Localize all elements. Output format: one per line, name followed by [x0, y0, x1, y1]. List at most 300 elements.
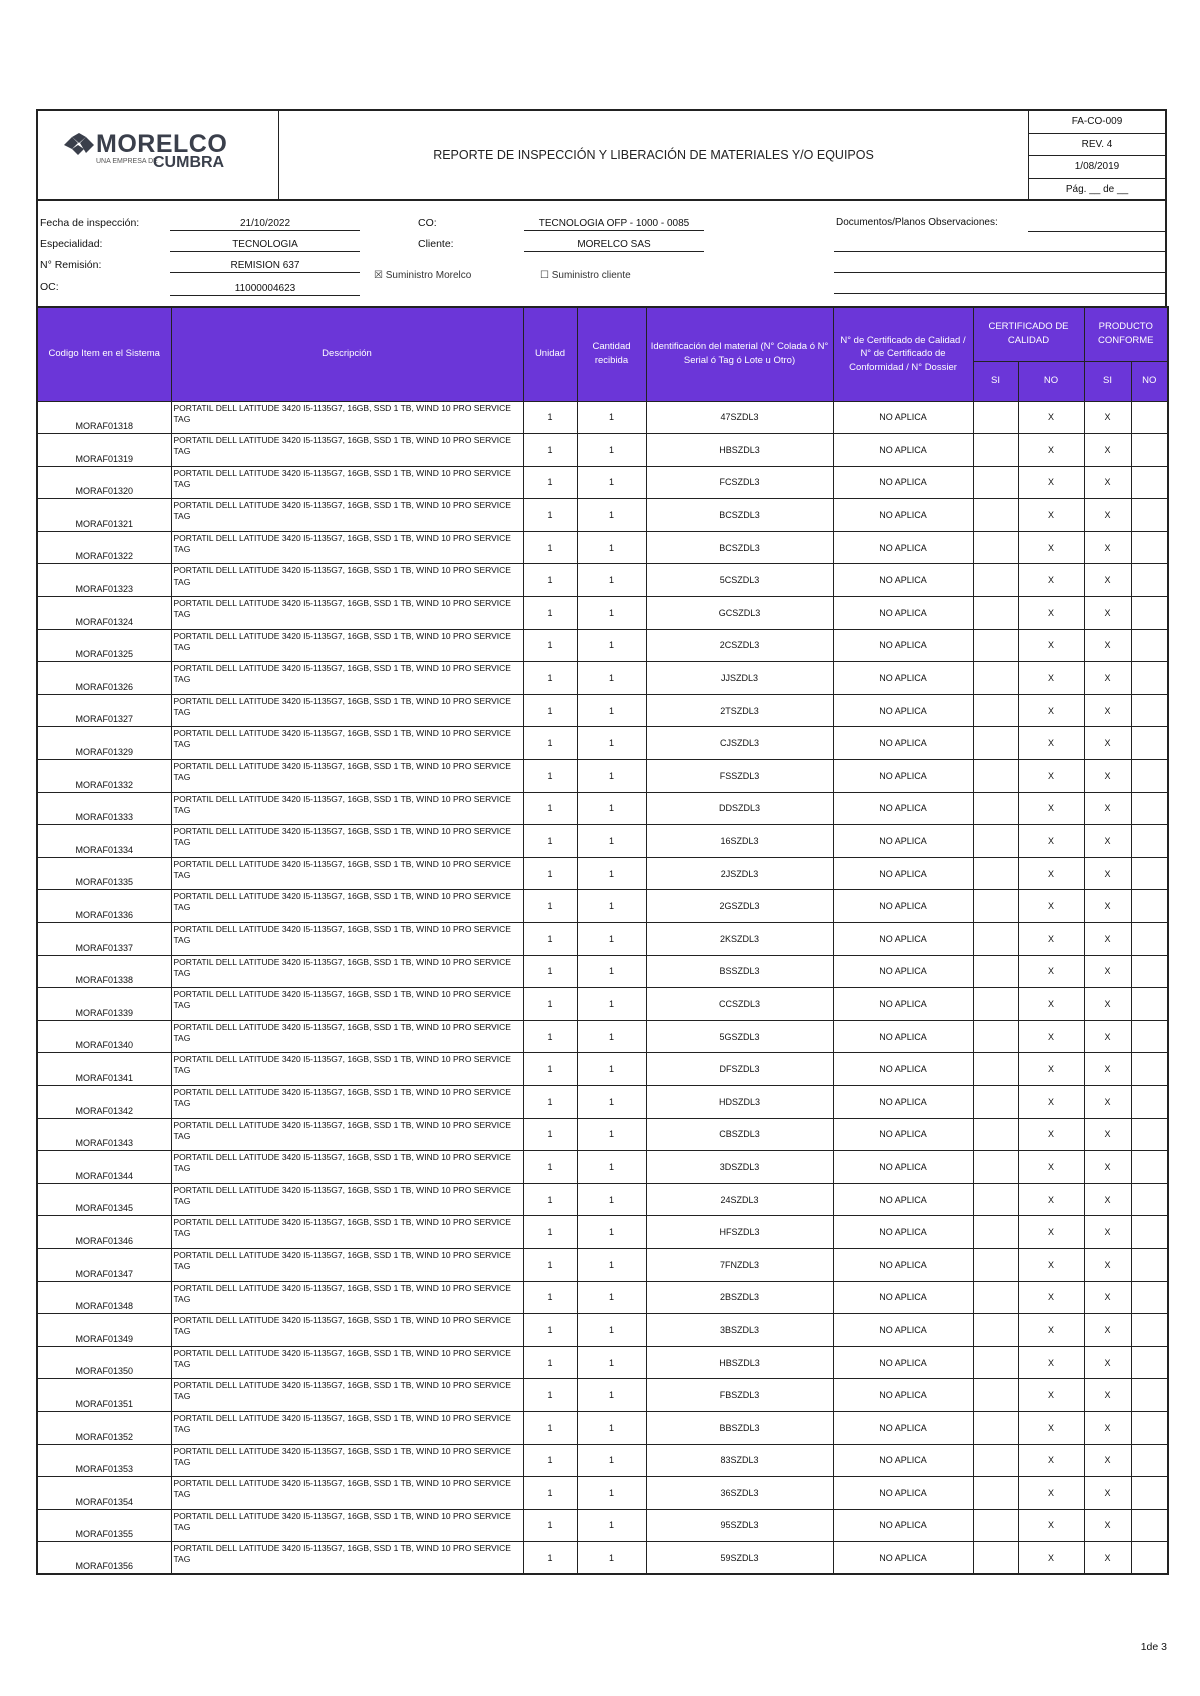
table-row: [37, 1281, 1168, 1314]
prod-si-cell: X: [1084, 1444, 1131, 1477]
item-description: PORTATIL DELL LATITUDE 3420 I5-1135G7, 16GB, SSD 1 TB, WIND 10 PRO SERVICE TAG: [171, 1216, 523, 1249]
header-cert-no: NO: [1018, 361, 1084, 401]
cert-no-cell: X: [1018, 988, 1084, 1021]
prod-si-cell: X: [1084, 1314, 1131, 1347]
cert-no-cell: X: [1018, 1477, 1084, 1510]
documentos-line: [1028, 231, 1165, 232]
prod-no-cell: [1131, 1183, 1168, 1216]
cert-si-cell: [973, 531, 1018, 564]
item-code: MORAF01353: [37, 1444, 171, 1477]
item-cantidad: 1: [577, 1183, 646, 1216]
item-unidad: 1: [523, 1248, 577, 1281]
prod-no-cell: [1131, 629, 1168, 662]
item-serial: HBSZDL3: [646, 1346, 833, 1379]
item-serial: CCSZDL3: [646, 988, 833, 1021]
prod-si-cell: X: [1084, 955, 1131, 988]
cert-no-cell: X: [1018, 1379, 1084, 1412]
item-serial: 2CSZDL3: [646, 629, 833, 662]
table-row: [37, 1020, 1168, 1053]
item-cantidad: 1: [577, 1379, 646, 1412]
item-code: MORAF01342: [37, 1085, 171, 1118]
item-certificado: NO APLICA: [833, 988, 973, 1021]
item-code: MORAF01329: [37, 727, 171, 760]
item-description: PORTATIL DELL LATITUDE 3420 I5-1135G7, 16GB, SSD 1 TB, WIND 10 PRO SERVICE TAG: [171, 629, 523, 662]
item-certificado: NO APLICA: [833, 727, 973, 760]
header-cantidad: Cantidad recibida: [577, 307, 646, 401]
table-row: [37, 955, 1168, 988]
item-certificado: NO APLICA: [833, 1248, 973, 1281]
table-row: [37, 1509, 1168, 1542]
prod-no-cell: [1131, 955, 1168, 988]
table-row: [37, 662, 1168, 695]
item-description: PORTATIL DELL LATITUDE 3420 I5-1135G7, 16GB, SSD 1 TB, WIND 10 PRO SERVICE TAG: [171, 1053, 523, 1086]
item-cantidad: 1: [577, 1020, 646, 1053]
remision-label: N° Remisión:: [40, 259, 102, 271]
cert-no-cell: X: [1018, 499, 1084, 532]
prod-si-cell: X: [1084, 434, 1131, 467]
cert-no-cell: X: [1018, 825, 1084, 858]
item-code: MORAF01323: [37, 564, 171, 597]
cert-no-cell: X: [1018, 1085, 1084, 1118]
cert-si-cell: [973, 1346, 1018, 1379]
item-code: MORAF01343: [37, 1118, 171, 1151]
fecha-value: 21/10/2022: [170, 217, 360, 231]
header-descripcion: Descripción: [171, 307, 523, 401]
item-description: PORTATIL DELL LATITUDE 3420 I5-1135G7, 16GB, SSD 1 TB, WIND 10 PRO SERVICE TAG: [171, 923, 523, 956]
prod-no-cell: [1131, 1346, 1168, 1379]
item-cantidad: 1: [577, 499, 646, 532]
item-certificado: NO APLICA: [833, 1346, 973, 1379]
doc-revision: REV. 4: [1029, 134, 1165, 157]
item-serial: HBSZDL3: [646, 434, 833, 467]
item-cantidad: 1: [577, 1151, 646, 1184]
cert-si-cell: [973, 466, 1018, 499]
item-code: MORAF01336: [37, 890, 171, 923]
prod-si-cell: X: [1084, 629, 1131, 662]
item-code: MORAF01338: [37, 955, 171, 988]
item-description: PORTATIL DELL LATITUDE 3420 I5-1135G7, 16GB, SSD 1 TB, WIND 10 PRO SERVICE TAG: [171, 434, 523, 467]
item-unidad: 1: [523, 597, 577, 630]
brand-sub: UNA EMPRESA DE: [96, 158, 158, 165]
prod-si-cell: X: [1084, 1085, 1131, 1118]
header-identificacion: Identificación del material (N° Colada ó N° Serial ó Tag ó Lote u Otro): [646, 307, 833, 401]
item-description: PORTATIL DELL LATITUDE 3420 I5-1135G7, 16GB, SSD 1 TB, WIND 10 PRO SERVICE TAG: [171, 760, 523, 793]
cert-si-cell: [973, 401, 1018, 434]
doc-code: FA-CO-009: [1029, 111, 1165, 134]
cert-no-cell: X: [1018, 857, 1084, 890]
item-serial: DFSZDL3: [646, 1053, 833, 1086]
item-unidad: 1: [523, 825, 577, 858]
prod-no-cell: [1131, 564, 1168, 597]
prod-si-cell: X: [1084, 1281, 1131, 1314]
header-unidad: Unidad: [523, 307, 577, 401]
document-header: [36, 109, 1167, 201]
item-description: PORTATIL DELL LATITUDE 3420 I5-1135G7, 16GB, SSD 1 TB, WIND 10 PRO SERVICE TAG: [171, 499, 523, 532]
prod-si-cell: X: [1084, 1151, 1131, 1184]
item-description: PORTATIL DELL LATITUDE 3420 I5-1135G7, 16GB, SSD 1 TB, WIND 10 PRO SERVICE TAG: [171, 1477, 523, 1510]
item-cantidad: 1: [577, 1444, 646, 1477]
table-row: [37, 1542, 1168, 1575]
item-unidad: 1: [523, 760, 577, 793]
table-row: [37, 857, 1168, 890]
table-row: [37, 1444, 1168, 1477]
item-certificado: NO APLICA: [833, 923, 973, 956]
prod-si-cell: X: [1084, 662, 1131, 695]
item-cantidad: 1: [577, 955, 646, 988]
item-code: MORAF01333: [37, 792, 171, 825]
cert-si-cell: [973, 727, 1018, 760]
cert-no-cell: X: [1018, 1183, 1084, 1216]
prod-no-cell: [1131, 1509, 1168, 1542]
prod-si-cell: X: [1084, 792, 1131, 825]
cert-si-cell: [973, 923, 1018, 956]
item-description: PORTATIL DELL LATITUDE 3420 I5-1135G7, 16GB, SSD 1 TB, WIND 10 PRO SERVICE TAG: [171, 1151, 523, 1184]
cliente-value: MORELCO SAS: [524, 238, 704, 252]
item-cantidad: 1: [577, 890, 646, 923]
item-certificado: NO APLICA: [833, 662, 973, 695]
item-serial: GCSZDL3: [646, 597, 833, 630]
item-code: MORAF01346: [37, 1216, 171, 1249]
prod-no-cell: [1131, 401, 1168, 434]
prod-no-cell: [1131, 1216, 1168, 1249]
item-cantidad: 1: [577, 1411, 646, 1444]
item-serial: 2KSZDL3: [646, 923, 833, 956]
item-description: PORTATIL DELL LATITUDE 3420 I5-1135G7, 16GB, SSD 1 TB, WIND 10 PRO SERVICE TAG: [171, 1248, 523, 1281]
item-certificado: NO APLICA: [833, 597, 973, 630]
cert-no-cell: X: [1018, 629, 1084, 662]
cert-no-cell: X: [1018, 531, 1084, 564]
cert-si-cell: [973, 434, 1018, 467]
item-code: MORAF01334: [37, 825, 171, 858]
table-row: [37, 1183, 1168, 1216]
prod-no-cell: [1131, 466, 1168, 499]
item-certificado: NO APLICA: [833, 1281, 973, 1314]
table-row: [37, 1411, 1168, 1444]
cert-si-cell: [973, 792, 1018, 825]
table-row: [37, 629, 1168, 662]
prod-si-cell: X: [1084, 890, 1131, 923]
prod-no-cell: [1131, 662, 1168, 695]
item-serial: 2GSZDL3: [646, 890, 833, 923]
header-prod-no: NO: [1131, 361, 1168, 401]
cert-si-cell: [973, 857, 1018, 890]
item-description: PORTATIL DELL LATITUDE 3420 I5-1135G7, 16GB, SSD 1 TB, WIND 10 PRO SERVICE TAG: [171, 1281, 523, 1314]
prod-si-cell: X: [1084, 401, 1131, 434]
prod-no-cell: [1131, 531, 1168, 564]
table-row: [37, 890, 1168, 923]
fecha-label: Fecha de inspección:: [40, 217, 140, 229]
item-cantidad: 1: [577, 1281, 646, 1314]
item-code: MORAF01347: [37, 1248, 171, 1281]
item-cantidad: 1: [577, 1477, 646, 1510]
item-serial: 16SZDL3: [646, 825, 833, 858]
item-certificado: NO APLICA: [833, 857, 973, 890]
prod-no-cell: [1131, 1085, 1168, 1118]
item-certificado: NO APLICA: [833, 1444, 973, 1477]
prod-si-cell: X: [1084, 597, 1131, 630]
materials-table: [36, 306, 1169, 1575]
item-cantidad: 1: [577, 760, 646, 793]
cert-no-cell: X: [1018, 792, 1084, 825]
item-cantidad: 1: [577, 694, 646, 727]
especialidad-value: TECNOLOGIA: [170, 238, 360, 252]
cert-no-cell: X: [1018, 1346, 1084, 1379]
table-row: [37, 531, 1168, 564]
table-row: [37, 401, 1168, 434]
item-unidad: 1: [523, 1477, 577, 1510]
prod-si-cell: X: [1084, 857, 1131, 890]
item-certificado: NO APLICA: [833, 1379, 973, 1412]
cert-no-cell: X: [1018, 1118, 1084, 1151]
table-body: [37, 401, 1168, 1574]
item-description: PORTATIL DELL LATITUDE 3420 I5-1135G7, 16GB, SSD 1 TB, WIND 10 PRO SERVICE TAG: [171, 727, 523, 760]
cert-si-cell: [973, 662, 1018, 695]
item-description: PORTATIL DELL LATITUDE 3420 I5-1135G7, 16GB, SSD 1 TB, WIND 10 PRO SERVICE TAG: [171, 401, 523, 434]
item-cantidad: 1: [577, 1118, 646, 1151]
item-description: PORTATIL DELL LATITUDE 3420 I5-1135G7, 16GB, SSD 1 TB, WIND 10 PRO SERVICE TAG: [171, 531, 523, 564]
cert-no-cell: X: [1018, 1314, 1084, 1347]
cert-no-cell: X: [1018, 1411, 1084, 1444]
item-unidad: 1: [523, 466, 577, 499]
item-serial: CJSZDL3: [646, 727, 833, 760]
cert-si-cell: [973, 955, 1018, 988]
item-description: PORTATIL DELL LATITUDE 3420 I5-1135G7, 16GB, SSD 1 TB, WIND 10 PRO SERVICE TAG: [171, 1379, 523, 1412]
inspection-info: [36, 201, 1167, 306]
table-row: [37, 988, 1168, 1021]
item-description: PORTATIL DELL LATITUDE 3420 I5-1135G7, 16GB, SSD 1 TB, WIND 10 PRO SERVICE TAG: [171, 792, 523, 825]
item-serial: 3DSZDL3: [646, 1151, 833, 1184]
cert-si-cell: [973, 1183, 1018, 1216]
item-unidad: 1: [523, 629, 577, 662]
item-description: PORTATIL DELL LATITUDE 3420 I5-1135G7, 16GB, SSD 1 TB, WIND 10 PRO SERVICE TAG: [171, 1346, 523, 1379]
cert-si-cell: [973, 760, 1018, 793]
item-cantidad: 1: [577, 1248, 646, 1281]
item-code: MORAF01348: [37, 1281, 171, 1314]
cert-si-cell: [973, 988, 1018, 1021]
item-code: MORAF01344: [37, 1151, 171, 1184]
brand-group: CUMBRA: [153, 154, 225, 171]
prod-si-cell: X: [1084, 564, 1131, 597]
document-title: REPORTE DE INSPECCIÓN Y LIBERACIÓN DE MATERIALES Y/O EQUIPOS: [433, 148, 874, 162]
item-code: MORAF01352: [37, 1411, 171, 1444]
cert-no-cell: X: [1018, 1216, 1084, 1249]
table-row: [37, 597, 1168, 630]
prod-no-cell: [1131, 760, 1168, 793]
cert-no-cell: X: [1018, 694, 1084, 727]
item-code: MORAF01335: [37, 857, 171, 890]
prod-si-cell: X: [1084, 466, 1131, 499]
item-cantidad: 1: [577, 923, 646, 956]
cert-si-cell: [973, 1542, 1018, 1575]
prod-si-cell: X: [1084, 923, 1131, 956]
item-description: PORTATIL DELL LATITUDE 3420 I5-1135G7, 16GB, SSD 1 TB, WIND 10 PRO SERVICE TAG: [171, 1314, 523, 1347]
suministro-cliente-checkbox[interactable]: ☐ Suministro cliente: [540, 270, 631, 281]
item-description: PORTATIL DELL LATITUDE 3420 I5-1135G7, 16GB, SSD 1 TB, WIND 10 PRO SERVICE TAG: [171, 694, 523, 727]
item-code: MORAF01320: [37, 466, 171, 499]
prod-no-cell: [1131, 694, 1168, 727]
item-serial: FBSZDL3: [646, 1379, 833, 1412]
item-cantidad: 1: [577, 727, 646, 760]
item-description: PORTATIL DELL LATITUDE 3420 I5-1135G7, 16GB, SSD 1 TB, WIND 10 PRO SERVICE TAG: [171, 466, 523, 499]
item-code: MORAF01339: [37, 988, 171, 1021]
item-serial: 5GSZDL3: [646, 1020, 833, 1053]
table-row: [37, 466, 1168, 499]
cert-no-cell: X: [1018, 1444, 1084, 1477]
item-serial: 24SZDL3: [646, 1183, 833, 1216]
prod-si-cell: X: [1084, 1411, 1131, 1444]
item-serial: CBSZDL3: [646, 1118, 833, 1151]
prod-si-cell: X: [1084, 694, 1131, 727]
item-unidad: 1: [523, 988, 577, 1021]
table-row: [37, 825, 1168, 858]
table-row: [37, 1346, 1168, 1379]
doc-date: 1/08/2019: [1029, 156, 1165, 179]
item-description: PORTATIL DELL LATITUDE 3420 I5-1135G7, 16GB, SSD 1 TB, WIND 10 PRO SERVICE TAG: [171, 597, 523, 630]
table-row: [37, 1477, 1168, 1510]
item-description: PORTATIL DELL LATITUDE 3420 I5-1135G7, 16GB, SSD 1 TB, WIND 10 PRO SERVICE TAG: [171, 1085, 523, 1118]
item-cantidad: 1: [577, 531, 646, 564]
prod-si-cell: X: [1084, 1379, 1131, 1412]
item-certificado: NO APLICA: [833, 434, 973, 467]
item-unidad: 1: [523, 1542, 577, 1575]
item-unidad: 1: [523, 1216, 577, 1249]
table-row: [37, 1118, 1168, 1151]
prod-si-cell: X: [1084, 760, 1131, 793]
cert-si-cell: [973, 597, 1018, 630]
item-serial: 83SZDL3: [646, 1444, 833, 1477]
item-description: PORTATIL DELL LATITUDE 3420 I5-1135G7, 16GB, SSD 1 TB, WIND 10 PRO SERVICE TAG: [171, 1183, 523, 1216]
item-unidad: 1: [523, 694, 577, 727]
item-serial: 2TSZDL3: [646, 694, 833, 727]
table-row: [37, 923, 1168, 956]
cert-si-cell: [973, 1411, 1018, 1444]
item-certificado: NO APLICA: [833, 531, 973, 564]
cert-no-cell: X: [1018, 597, 1084, 630]
item-code: MORAF01349: [37, 1314, 171, 1347]
item-certificado: NO APLICA: [833, 825, 973, 858]
item-cantidad: 1: [577, 629, 646, 662]
item-cantidad: 1: [577, 466, 646, 499]
table-row: [37, 760, 1168, 793]
cert-no-cell: X: [1018, 1053, 1084, 1086]
suministro-morelco-checkbox[interactable]: ☒ Suministro Morelco: [374, 270, 472, 281]
cert-si-cell: [973, 1248, 1018, 1281]
item-certificado: NO APLICA: [833, 1183, 973, 1216]
cert-no-cell: X: [1018, 466, 1084, 499]
prod-no-cell: [1131, 988, 1168, 1021]
item-description: PORTATIL DELL LATITUDE 3420 I5-1135G7, 16GB, SSD 1 TB, WIND 10 PRO SERVICE TAG: [171, 1542, 523, 1575]
item-cantidad: 1: [577, 1509, 646, 1542]
prod-no-cell: [1131, 1444, 1168, 1477]
header-cert-si: SI: [973, 361, 1018, 401]
item-serial: HFSZDL3: [646, 1216, 833, 1249]
table-row: [37, 434, 1168, 467]
item-unidad: 1: [523, 1281, 577, 1314]
cert-no-cell: X: [1018, 890, 1084, 923]
item-description: PORTATIL DELL LATITUDE 3420 I5-1135G7, 16GB, SSD 1 TB, WIND 10 PRO SERVICE TAG: [171, 988, 523, 1021]
item-code: MORAF01324: [37, 597, 171, 630]
item-certificado: NO APLICA: [833, 1216, 973, 1249]
item-unidad: 1: [523, 564, 577, 597]
item-unidad: 1: [523, 531, 577, 564]
table-row: [37, 1314, 1168, 1347]
item-unidad: 1: [523, 434, 577, 467]
prod-si-cell: X: [1084, 1053, 1131, 1086]
prod-si-cell: X: [1084, 1020, 1131, 1053]
item-cantidad: 1: [577, 792, 646, 825]
item-certificado: NO APLICA: [833, 1053, 973, 1086]
item-cantidad: 1: [577, 434, 646, 467]
cert-no-cell: X: [1018, 1151, 1084, 1184]
item-serial: FCSZDL3: [646, 466, 833, 499]
item-code: MORAF01319: [37, 434, 171, 467]
item-code: MORAF01322: [37, 531, 171, 564]
item-unidad: 1: [523, 499, 577, 532]
item-serial: FSSZDL3: [646, 760, 833, 793]
cert-si-cell: [973, 629, 1018, 662]
table-row: [37, 1248, 1168, 1281]
item-code: MORAF01332: [37, 760, 171, 793]
cert-no-cell: X: [1018, 923, 1084, 956]
item-serial: BSSZDL3: [646, 955, 833, 988]
prod-no-cell: [1131, 792, 1168, 825]
header-certificado-num: N° de Certificado de Calidad / N° de Certificado de Conformidad / N° Dossier: [833, 307, 973, 401]
item-certificado: NO APLICA: [833, 466, 973, 499]
prod-no-cell: [1131, 890, 1168, 923]
item-code: MORAF01350: [37, 1346, 171, 1379]
item-description: PORTATIL DELL LATITUDE 3420 I5-1135G7, 16GB, SSD 1 TB, WIND 10 PRO SERVICE TAG: [171, 825, 523, 858]
prod-no-cell: [1131, 1542, 1168, 1575]
item-unidad: 1: [523, 890, 577, 923]
item-serial: 2BSZDL3: [646, 1281, 833, 1314]
header-prod-si: SI: [1084, 361, 1131, 401]
table-row: [37, 792, 1168, 825]
table-row: [37, 694, 1168, 727]
co-label: CO:: [418, 217, 437, 229]
item-serial: BCSZDL3: [646, 499, 833, 532]
prod-no-cell: [1131, 1411, 1168, 1444]
item-code: MORAF01325: [37, 629, 171, 662]
item-serial: JJSZDL3: [646, 662, 833, 695]
especialidad-label: Especialidad:: [40, 238, 103, 250]
cert-si-cell: [973, 1085, 1018, 1118]
item-serial: 2JSZDL3: [646, 857, 833, 890]
prod-si-cell: X: [1084, 1118, 1131, 1151]
item-cantidad: 1: [577, 1542, 646, 1575]
cert-no-cell: X: [1018, 760, 1084, 793]
prod-si-cell: X: [1084, 531, 1131, 564]
prod-no-cell: [1131, 1118, 1168, 1151]
prod-no-cell: [1131, 434, 1168, 467]
item-unidad: 1: [523, 1183, 577, 1216]
item-code: MORAF01326: [37, 662, 171, 695]
item-description: PORTATIL DELL LATITUDE 3420 I5-1135G7, 16GB, SSD 1 TB, WIND 10 PRO SERVICE TAG: [171, 662, 523, 695]
item-unidad: 1: [523, 1346, 577, 1379]
prod-no-cell: [1131, 499, 1168, 532]
item-cantidad: 1: [577, 988, 646, 1021]
prod-si-cell: X: [1084, 1542, 1131, 1575]
doc-page: Pág. __ de __: [1065, 184, 1129, 196]
item-cantidad: 1: [577, 1085, 646, 1118]
observaciones-line-1: [834, 251, 1165, 252]
item-certificado: NO APLICA: [833, 955, 973, 988]
item-cantidad: 1: [577, 564, 646, 597]
prod-si-cell: X: [1084, 1183, 1131, 1216]
cert-no-cell: X: [1018, 727, 1084, 760]
cert-si-cell: [973, 1118, 1018, 1151]
cert-no-cell: X: [1018, 1542, 1084, 1575]
item-serial: DDSZDL3: [646, 792, 833, 825]
